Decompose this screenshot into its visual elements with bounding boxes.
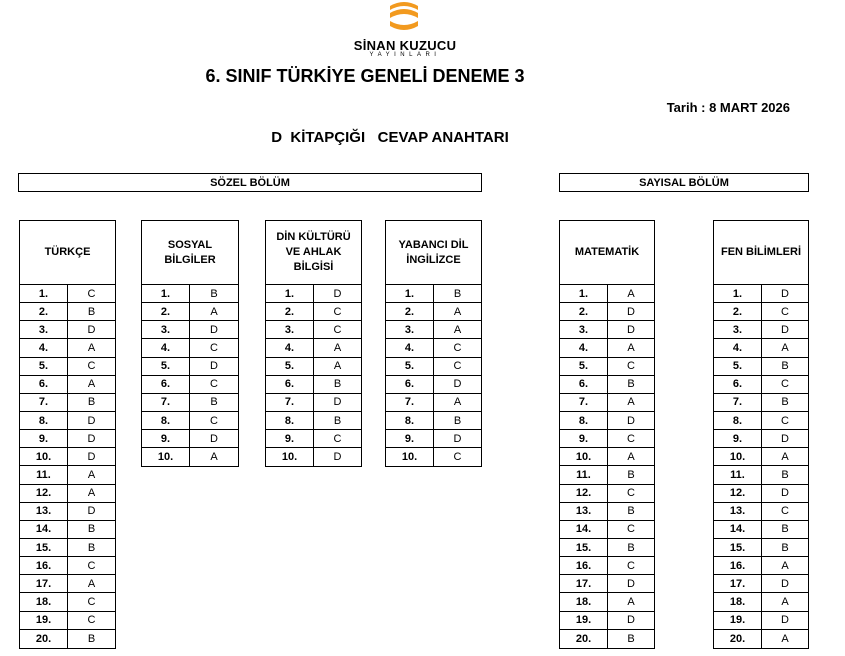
question-number: 2. [20, 303, 68, 320]
answer-row [20, 466, 115, 484]
answer-row [142, 394, 238, 412]
answer-row [20, 575, 115, 593]
answer-letter: C [781, 414, 789, 427]
subject-title: MATEMATİK [560, 221, 654, 285]
booklet-heading: D KİTAPÇIĞI CEVAP ANAHTARI [271, 129, 509, 146]
question-number: 10. [20, 448, 68, 465]
answer-letter: D [781, 487, 789, 500]
question-number: 6. [20, 376, 68, 393]
question-number: 1. [266, 285, 314, 302]
answer-letter: A [210, 451, 218, 464]
answer-letter: A [453, 396, 462, 409]
answer-row [20, 321, 115, 339]
answer-letter: B [627, 541, 635, 554]
question-number: 3. [20, 321, 68, 338]
answer-letter: D [333, 287, 342, 300]
answer-letter: C [627, 487, 635, 500]
answer-letter: D [627, 577, 635, 590]
answer-letter: C [453, 341, 462, 354]
answer-row [266, 285, 361, 303]
question-number: 4. [20, 339, 68, 356]
answer-row [142, 321, 238, 339]
answer-row [266, 339, 361, 357]
answer-letter: D [87, 505, 96, 518]
answer-row [714, 303, 808, 321]
answer-row [20, 376, 115, 394]
answer-row [560, 612, 654, 630]
answer-row [560, 412, 654, 430]
answer-row [714, 575, 808, 593]
answer-letter: B [781, 468, 789, 481]
question-number: 7. [714, 394, 762, 411]
question-number: 7. [266, 394, 314, 411]
question-number: 7. [560, 394, 608, 411]
answer-letter: A [333, 360, 342, 373]
answer-letter: B [453, 287, 462, 300]
answer-row [142, 376, 238, 394]
question-number: 6. [266, 376, 314, 393]
question-number: 4. [142, 339, 190, 356]
answer-row [714, 503, 808, 521]
subject-table [559, 220, 655, 649]
answer-letter: B [453, 414, 462, 427]
question-number: 10. [560, 448, 608, 465]
question-number: 5. [714, 358, 762, 375]
section-numerical: SAYISAL BÖLÜM [559, 173, 809, 192]
question-number: 15. [560, 539, 608, 556]
answer-letter: C [627, 360, 635, 373]
answer-row [714, 521, 808, 539]
question-number: 15. [20, 539, 68, 556]
question-number: 1. [386, 285, 434, 302]
question-number: 14. [714, 521, 762, 538]
answer-letter: A [627, 595, 635, 608]
answer-letter: C [87, 360, 96, 373]
answer-letter: A [453, 305, 462, 318]
answer-row [560, 448, 654, 466]
answer-letter: B [87, 305, 96, 318]
question-number: 3. [142, 321, 190, 338]
question-number: 5. [20, 358, 68, 375]
answer-row [560, 485, 654, 503]
answer-letter: A [87, 341, 96, 354]
question-number: 5. [266, 358, 314, 375]
answer-row [714, 485, 808, 503]
section-verbal: SÖZEL BÖLÜM [18, 173, 482, 192]
answer-row [20, 285, 115, 303]
question-number: 4. [386, 339, 434, 356]
question-number: 8. [386, 412, 434, 429]
question-number: 13. [714, 503, 762, 520]
answer-row [20, 412, 115, 430]
answer-letter: B [627, 632, 635, 645]
question-number: 5. [142, 358, 190, 375]
question-number: 4. [266, 339, 314, 356]
answer-letter: D [453, 432, 462, 445]
answer-letter: A [781, 450, 789, 463]
question-number: 6. [714, 376, 762, 393]
answer-row [714, 466, 808, 484]
answer-letter: D [781, 287, 789, 300]
answer-letter: A [210, 305, 218, 318]
answer-row [560, 394, 654, 412]
answer-letter: B [627, 505, 635, 518]
question-number: 3. [386, 321, 434, 338]
subject-table [713, 220, 809, 649]
answer-letter: B [781, 360, 789, 373]
answer-letter: B [87, 396, 96, 409]
answer-letter: A [627, 341, 635, 354]
question-number: 19. [714, 612, 762, 629]
question-number: 2. [386, 303, 434, 320]
answer-row [20, 430, 115, 448]
question-number: 17. [714, 575, 762, 592]
answer-row [20, 521, 115, 539]
answer-letter: B [627, 468, 635, 481]
answer-letter: C [627, 432, 635, 445]
answer-row [266, 412, 361, 430]
answer-row [560, 539, 654, 557]
answer-letter: C [781, 305, 789, 318]
answer-row [714, 612, 808, 630]
question-number: 16. [20, 557, 68, 574]
answer-row [560, 430, 654, 448]
question-number: 2. [714, 303, 762, 320]
answer-row [714, 539, 808, 557]
answer-letter: D [87, 432, 96, 445]
answer-letter: A [87, 378, 96, 391]
answer-row [266, 376, 361, 394]
answer-letter: D [627, 614, 635, 627]
answer-row [560, 630, 654, 648]
question-number: 6. [142, 376, 190, 393]
answer-row [560, 376, 654, 394]
answer-row [560, 593, 654, 611]
question-number: 10. [714, 448, 762, 465]
answer-row [386, 285, 481, 303]
answer-letter: A [781, 341, 789, 354]
question-number: 20. [560, 630, 608, 648]
answer-row [560, 358, 654, 376]
question-number: 19. [560, 612, 608, 629]
answer-letter: B [87, 541, 96, 554]
question-number: 8. [714, 412, 762, 429]
answer-row [714, 376, 808, 394]
answer-letter: D [781, 614, 789, 627]
answer-row [560, 339, 654, 357]
question-number: 5. [386, 358, 434, 375]
question-number: 8. [20, 412, 68, 429]
subject-title: TÜRKÇE [20, 221, 115, 285]
answer-letter: D [781, 323, 789, 336]
answer-row [142, 339, 238, 357]
answer-row [714, 285, 808, 303]
question-number: 17. [560, 575, 608, 592]
exam-date: Tarih : 8 MART 2026 [666, 100, 790, 115]
question-number: 7. [386, 394, 434, 411]
question-number: 17. [20, 575, 68, 592]
subject-table [385, 220, 482, 467]
question-number: 9. [20, 430, 68, 447]
answer-letter: C [210, 414, 218, 427]
answer-letter: D [627, 323, 635, 336]
answer-letter: B [210, 287, 218, 300]
answer-row [714, 557, 808, 575]
answer-row [714, 593, 808, 611]
answer-row [20, 503, 115, 521]
answer-letter: B [781, 396, 789, 409]
answer-letter: C [87, 287, 96, 300]
answer-row [560, 285, 654, 303]
question-number: 12. [20, 485, 68, 502]
subject-table [265, 220, 362, 467]
answer-letter: C [210, 341, 218, 354]
question-number: 18. [560, 593, 608, 610]
question-number: 11. [20, 466, 68, 483]
question-number: 8. [142, 412, 190, 429]
question-number: 2. [266, 303, 314, 320]
answer-row [714, 394, 808, 412]
answer-letter: A [627, 450, 635, 463]
question-number: 8. [266, 412, 314, 429]
question-number: 1. [714, 285, 762, 302]
answer-row [714, 412, 808, 430]
answer-row [20, 539, 115, 557]
answer-letter: D [210, 360, 218, 373]
question-number: 7. [20, 394, 68, 411]
answer-letter: D [87, 323, 96, 336]
answer-row [142, 358, 238, 376]
publisher-subtitle: YAYINLARI [369, 52, 441, 58]
answer-letter: B [210, 396, 218, 409]
answer-row [142, 285, 238, 303]
answer-row [20, 339, 115, 357]
question-number: 10. [386, 448, 434, 466]
question-number: 2. [142, 303, 190, 320]
answer-row [386, 448, 481, 466]
answer-letter: D [627, 305, 635, 318]
answer-row [20, 593, 115, 611]
answer-row [20, 394, 115, 412]
answer-row [386, 394, 481, 412]
answer-letter: A [333, 341, 342, 354]
answer-letter: C [627, 559, 635, 572]
question-number: 3. [560, 321, 608, 338]
answer-letter: B [87, 523, 96, 536]
answer-row [714, 339, 808, 357]
question-number: 13. [560, 503, 608, 520]
answer-row [266, 448, 361, 466]
question-number: 20. [714, 630, 762, 648]
question-number: 9. [714, 430, 762, 447]
answer-row [20, 612, 115, 630]
question-number: 5. [560, 358, 608, 375]
answer-row [386, 339, 481, 357]
subject-title: FEN BİLİMLERİ [714, 221, 808, 285]
subject-title: YABANCI DİL İNGİLİZCE [386, 221, 481, 285]
answer-row [560, 303, 654, 321]
question-number: 16. [560, 557, 608, 574]
answer-row [266, 303, 361, 321]
question-number: 11. [560, 466, 608, 483]
answer-letter: A [453, 323, 462, 336]
answer-row [714, 630, 808, 648]
answer-row [560, 575, 654, 593]
question-number: 14. [560, 521, 608, 538]
publisher-logo-icon [384, 0, 424, 34]
answer-letter: A [781, 595, 789, 608]
question-number: 3. [266, 321, 314, 338]
answer-letter: A [87, 487, 96, 500]
question-number: 9. [142, 430, 190, 447]
question-number: 18. [20, 593, 68, 610]
answer-letter: D [210, 323, 218, 336]
answer-letter: D [210, 432, 218, 445]
answer-row [714, 321, 808, 339]
answer-letter: C [333, 323, 342, 336]
answer-row [266, 394, 361, 412]
answer-letter: B [87, 632, 96, 645]
answer-row [20, 448, 115, 466]
question-number: 10. [266, 448, 314, 466]
answer-letter: D [627, 414, 635, 427]
question-number: 12. [560, 485, 608, 502]
answer-row [20, 630, 115, 648]
question-number: 9. [560, 430, 608, 447]
answer-letter: A [781, 632, 789, 645]
answer-row [20, 358, 115, 376]
question-number: 7. [142, 394, 190, 411]
page-title: 6. SINIF TÜRKİYE GENELİ DENEME 3 [205, 66, 525, 86]
question-number: 20. [20, 630, 68, 648]
answer-row [142, 448, 238, 466]
answer-row [386, 358, 481, 376]
question-number: 4. [560, 339, 608, 356]
publisher-name: SİNAN KUZUCU [353, 38, 457, 53]
question-number: 9. [266, 430, 314, 447]
answer-row [714, 448, 808, 466]
answer-letter: D [333, 396, 342, 409]
answer-row [386, 321, 481, 339]
question-number: 8. [560, 412, 608, 429]
answer-row [142, 303, 238, 321]
question-number: 6. [386, 376, 434, 393]
question-number: 1. [142, 285, 190, 302]
answer-letter: B [333, 414, 342, 427]
answer-row [20, 303, 115, 321]
answer-row [266, 321, 361, 339]
answer-row [560, 557, 654, 575]
answer-letter: D [87, 414, 96, 427]
question-number: 14. [20, 521, 68, 538]
answer-row [142, 430, 238, 448]
question-number: 10. [142, 448, 190, 466]
question-number: 13. [20, 503, 68, 520]
answer-row [20, 485, 115, 503]
answer-row [386, 376, 481, 394]
subject-title: SOSYAL BİLGİLER [142, 221, 238, 285]
answer-row [560, 466, 654, 484]
answer-row [560, 521, 654, 539]
answer-letter: A [781, 559, 789, 572]
answer-row [560, 503, 654, 521]
question-number: 1. [560, 285, 608, 302]
question-number: 15. [714, 539, 762, 556]
answer-letter: C [781, 378, 789, 391]
answer-letter: A [627, 396, 635, 409]
answer-letter: D [781, 432, 789, 445]
answer-row [266, 358, 361, 376]
question-number: 11. [714, 466, 762, 483]
subject-title: DİN KÜLTÜRÜ VE AHLAK BİLGİSİ [266, 221, 361, 285]
answer-letter: C [87, 595, 96, 608]
answer-row [266, 430, 361, 448]
question-number: 3. [714, 321, 762, 338]
answer-letter: C [627, 523, 635, 536]
answer-letter: C [87, 614, 96, 627]
answer-letter: C [333, 305, 342, 318]
answer-letter: C [210, 378, 218, 391]
answer-letter: B [333, 378, 342, 391]
answer-letter: B [627, 378, 635, 391]
answer-row [386, 303, 481, 321]
answer-letter: A [87, 577, 96, 590]
answer-letter: D [87, 450, 96, 463]
answer-row [714, 430, 808, 448]
answer-letter: B [781, 523, 789, 536]
question-number: 2. [560, 303, 608, 320]
question-number: 4. [714, 339, 762, 356]
answer-letter: D [453, 378, 462, 391]
answer-row [560, 321, 654, 339]
answer-letter: A [87, 468, 96, 481]
answer-letter: C [453, 360, 462, 373]
answer-row [714, 358, 808, 376]
answer-row [142, 412, 238, 430]
answer-row [20, 557, 115, 575]
answer-letter: D [333, 451, 342, 464]
answer-letter: D [781, 577, 789, 590]
answer-letter: C [453, 451, 462, 464]
question-number: 1. [20, 285, 68, 302]
subject-table [141, 220, 239, 467]
question-number: 18. [714, 593, 762, 610]
question-number: 16. [714, 557, 762, 574]
question-number: 19. [20, 612, 68, 629]
answer-letter: A [627, 287, 635, 300]
answer-letter: B [781, 541, 789, 554]
question-number: 6. [560, 376, 608, 393]
question-number: 12. [714, 485, 762, 502]
answer-letter: C [781, 505, 789, 518]
answer-letter: C [87, 559, 96, 572]
answer-letter: C [333, 432, 342, 445]
subject-table [19, 220, 116, 649]
question-number: 9. [386, 430, 434, 447]
answer-row [386, 430, 481, 448]
answer-row [386, 412, 481, 430]
